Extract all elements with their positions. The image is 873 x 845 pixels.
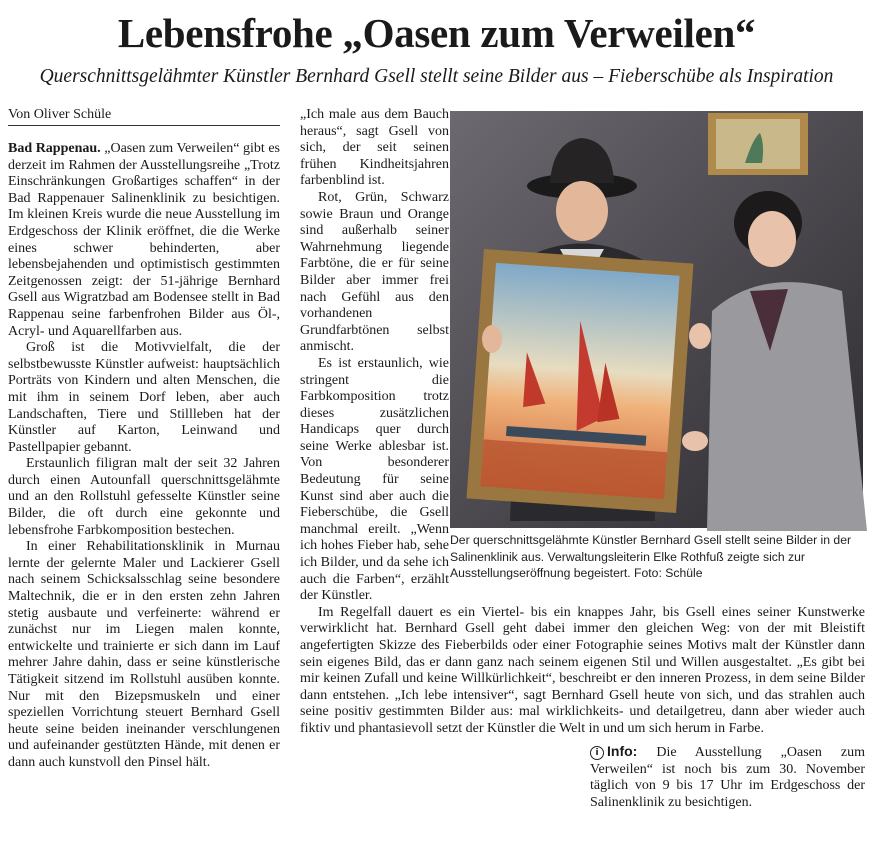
info-text: Die Ausstellung „Oasen zum Verweilen“ ist noch bis zum 30. November täglich von 9 bis 17 Uhr im Erdgeschoss der Salinenklinik zu besichtigen. — [590, 745, 865, 810]
paragraph: Erstaunlich filigran malt der seit 32 Jahren durch einen Autounfall querschnittsgelähmte und an den Rollstuhl gefesselte Künstler seine Bilder, die oft durch eine gekonnte und lebensfrohe Farbkomposition bestechen. — [8, 456, 280, 538]
paragraph: In einer Rehabilitationsklinik in Murnau lernte der gelernte Maler und Lackierer Gsell nach seinem Schicksalsschlag seine besondere Maltechnik, die er in den ersten zehn Jahren stetig ausbaute und verfeinerte: während er zunächst nur im Liegen malen konnte, entwickelte und trainierte er sich dann im Lauf mehrer Jahre dahin, dass er seine künstlerische Tätigkeit sitzend im Rollstuhl ausüben konnte. Nur mit den Bizepsmuskeln und einer speziellen Vorrichtung steuert Bernhard Gsell heute seine beiden ineinander verschlungenen und aufeinander gestützten Hände, mit denen er dann auch kunstvoll den Pinsel hält. — [8, 539, 280, 770]
dateline: Bad Rappenau. — [8, 141, 101, 156]
paragraph: Es ist erstaunlich, wie stringent die Farbkomposition trotz dieses zusätzlichen Handicaps quer durch seine Werke ablesbar ist. Von besonderer Bedeutung für seine Kunst sind aber auch die Fieberschübe, die Gsell manchmal ereilt. „Wenn ich hohes Fieber hab, sehe ich Bilder, und da sehe ich auch die Farben“, erzählt der Künstler. — [300, 355, 449, 604]
paragraph: Bad Rappenau. „Oasen zum Verweilen“ gibt es derzeit im Rahmen der Ausstellungsreihe „Trotz Einschränkungen Großartiges schaffen“ in der Bad Rappenauer Salinenklinik zu besichtigen. Im kleinen Kreis wurde die neue Ausstellung im Erdgeschoss der Klinik eröffnet, die die Werke eines schwer behinderten, aber lebensbejahenden und optimistisch gestimmten Zeitgenossen zeigt: der 51-jährige Bernhard Gsell aus Wigratzbad am Bodensee stellt in Bad Rappenau seine farbenfrohen Bilder aus Öl-, Acryl- und Aquarellfarben aus. — [8, 141, 280, 339]
info-icon: i — [590, 746, 604, 760]
paragraph: „Ich male aus dem Bauch heraus“, sagt Gsell von sich, der seit seinen frühen Kindheitsjahren farbenblind ist. — [300, 107, 449, 189]
paragraph: Rot, Grün, Schwarz sowie Braun und Orange sind außerhalb seiner Wahrnehmung liegende Farbtöne, die er für seine Bilder aber immer frei nach Gefühl aus den vorhandenen Grundfarbtönen selbst anmischt. — [300, 189, 449, 355]
byline: Von Oliver Schüle — [8, 106, 280, 126]
paragraph: Groß ist die Motivvielfalt, die der selbstbewusste Künstler aufweist: hauptsächlich Porträts von Kindern und alten Menschen, die mit ihm in seinem Dorf leben, aber auch Landschaften, Tiere und Stillleben hat der Künstler auf Karton, Leinwand und Pastellpapier gebannt. — [8, 340, 280, 455]
article-photo — [450, 111, 863, 528]
subheadline: Querschnittsgelähmter Künstler Bernhard Gsell stellt seine Bilder aus – Fieberschübe als Inspiration — [39, 66, 834, 87]
photo-caption: Der querschnittsgelähmte Künstler Bernhard Gsell stellt seine Bilder in der Salinenklinik aus. Verwaltungsleiterin Elke Rothfuß zeigte sich zur Ausstellungseröffnung begeistert. Foto: Schüle — [450, 533, 852, 580]
info-label: Info: — [607, 743, 638, 759]
article-column-1 — [8, 141, 280, 841]
headline: Lebensfrohe „Oasen zum Verweilen“ — [117, 10, 756, 56]
info-box — [590, 743, 865, 811]
paragraph: Im Regelfall dauert es ein Viertel- bis ein knappes Jahr, bis Gsell eines seiner Kunstwerke verwirklicht hat. Bernhard Gsell geht dabei immer den gleichen Weg: von der mit Bleistift angefertigten Skizze des Fieberbilds oder einer Fotographie seines Motivs malt der Künstler dann sein eigenes Bild, das er dann ganz nach seinem eigenen Stil und Willen ausgestaltet. „Es gibt bei mir keinen Zufall und keine Willkürlichkeit“, beschreibt er den inneren Prozess, in dem seine Bilder dann entstehen. „Ich lebe intensiver“, sagt Bernhard Gsell heute von sich, und das strahlen auch seine positiv gestimmten Bilder aus: mal wirklichkeits- und detailgetreu, dann aber wieder auch fiktiv und phantasievoll setzt der Künstler die Welt in und um sich herum in Farbe. — [300, 604, 865, 736]
